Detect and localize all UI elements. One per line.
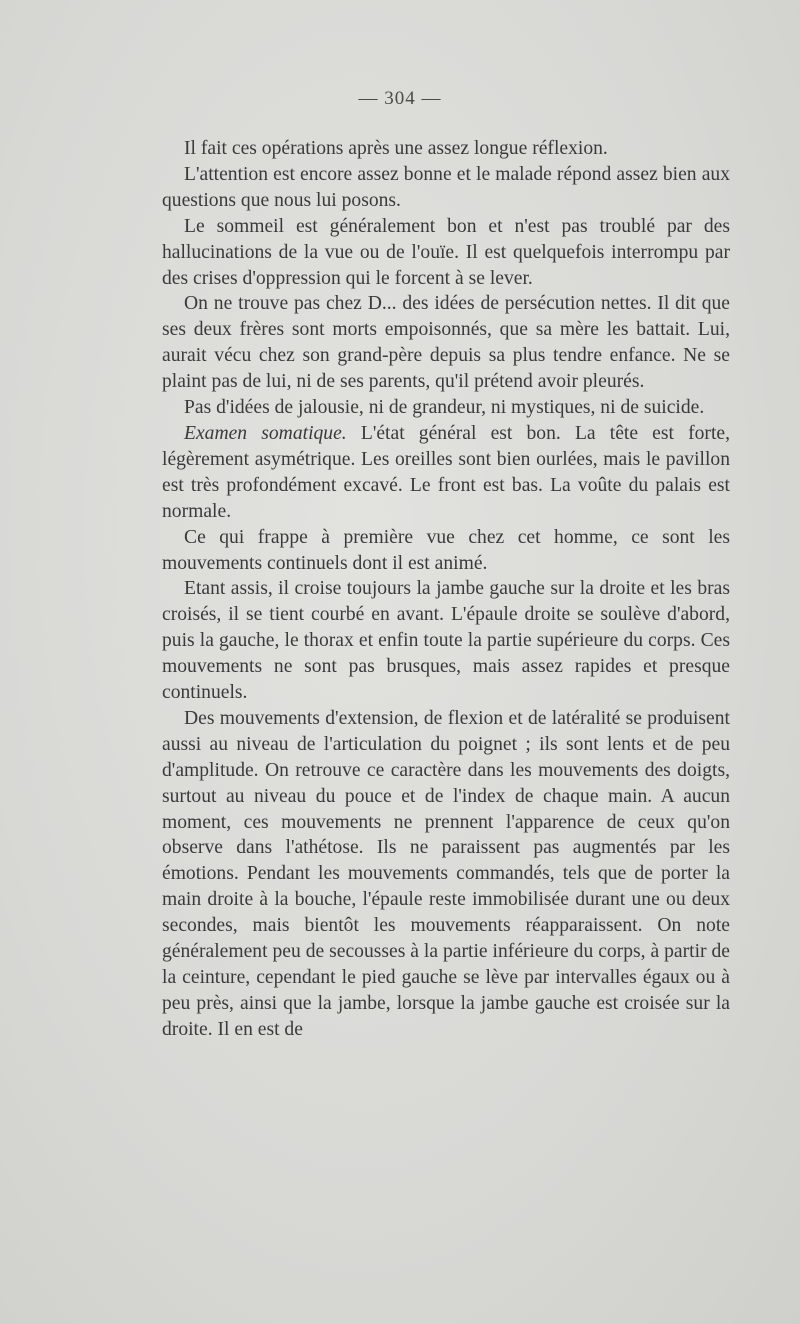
section-heading-italic: Examen somatique. [184, 422, 347, 444]
paragraph: On ne trouve pas chez D... des idées de persécution nettes. Il dit que ses deux frères sont morts empoisonnés, que sa mère les battait. Lui, aurait vécu chez son grand-père depuis sa plus tendre enfance. Ne se plaint pas de lui, ni de ses parents, qu'il prétend avoir pleurés. [162, 293, 730, 393]
paragraph: Le sommeil est généralement bon et n'est pas troublé par des hallucinations de la vue ou de l'ouïe. Il est quelquefois interrompu par des crises d'oppression qui le forcent à se lever. [162, 215, 730, 289]
paragraph: Pas d'idées de jalousie, ni de grandeur, ni mystiques, ni de suicide. [184, 397, 705, 419]
paragraph-text: L'état général est bon. La tête est forte, légèrement asymétrique. Les oreilles sont bien ourlées, mais le pavillon est très profondément excavé. Le front est bas. La voûte du palais est normale. [162, 422, 730, 522]
paragraph: Ce qui frappe à première vue chez cet homme, ce sont les mouvements continuels dont il est animé. [162, 526, 730, 574]
paragraph: Des mouvements d'extension, de flexion et de latéralité se produisent aussi au niveau de l'articulation du poignet ; ils sont lents et de peu d'amplitude. On retrouve ce caractère dans les mouvements des doigts, surtout au niveau du pouce et de l'index de chaque main. A aucun moment, ces mouvements ne prennent l'apparence de ceux qu'on observe dans l'athétose. Ils ne paraissent pas augmentés par les émotions. Pendant les mouvements commandés, tels que de porter la main droite à la bouche, l'épaule reste immobilisée durant une ou deux secondes, mais bientôt les mouvements réapparaissent. On note généralement peu de secousses à la partie inférieure du corps, à partir de la ceinture, cependant le pied gauche se lève par intervalles égaux ou à peu près, ainsi que la jambe, lorsque la jambe gauche est croisée sur la droite. Il en est de [162, 707, 730, 1040]
paragraph: Etant assis, il croise toujours la jambe gauche sur la droite et les bras croisés, il se tient courbé en avant. L'épaule droite se soulève d'abord, puis la gauche, le thorax et enfin toute la partie supérieure du corps. Ces mouvements ne sont pas brusques, mais assez rapides et presque continuels. [162, 578, 730, 704]
paragraph [162, 421, 730, 525]
body-text [162, 136, 730, 1043]
page-number: — 304 — [358, 88, 442, 109]
paragraph: Il fait ces opérations après une assez longue réflexion. [184, 138, 608, 159]
paragraph: L'attention est encore assez bonne et le malade répond assez bien aux questions que nous lui posons. [162, 163, 730, 211]
